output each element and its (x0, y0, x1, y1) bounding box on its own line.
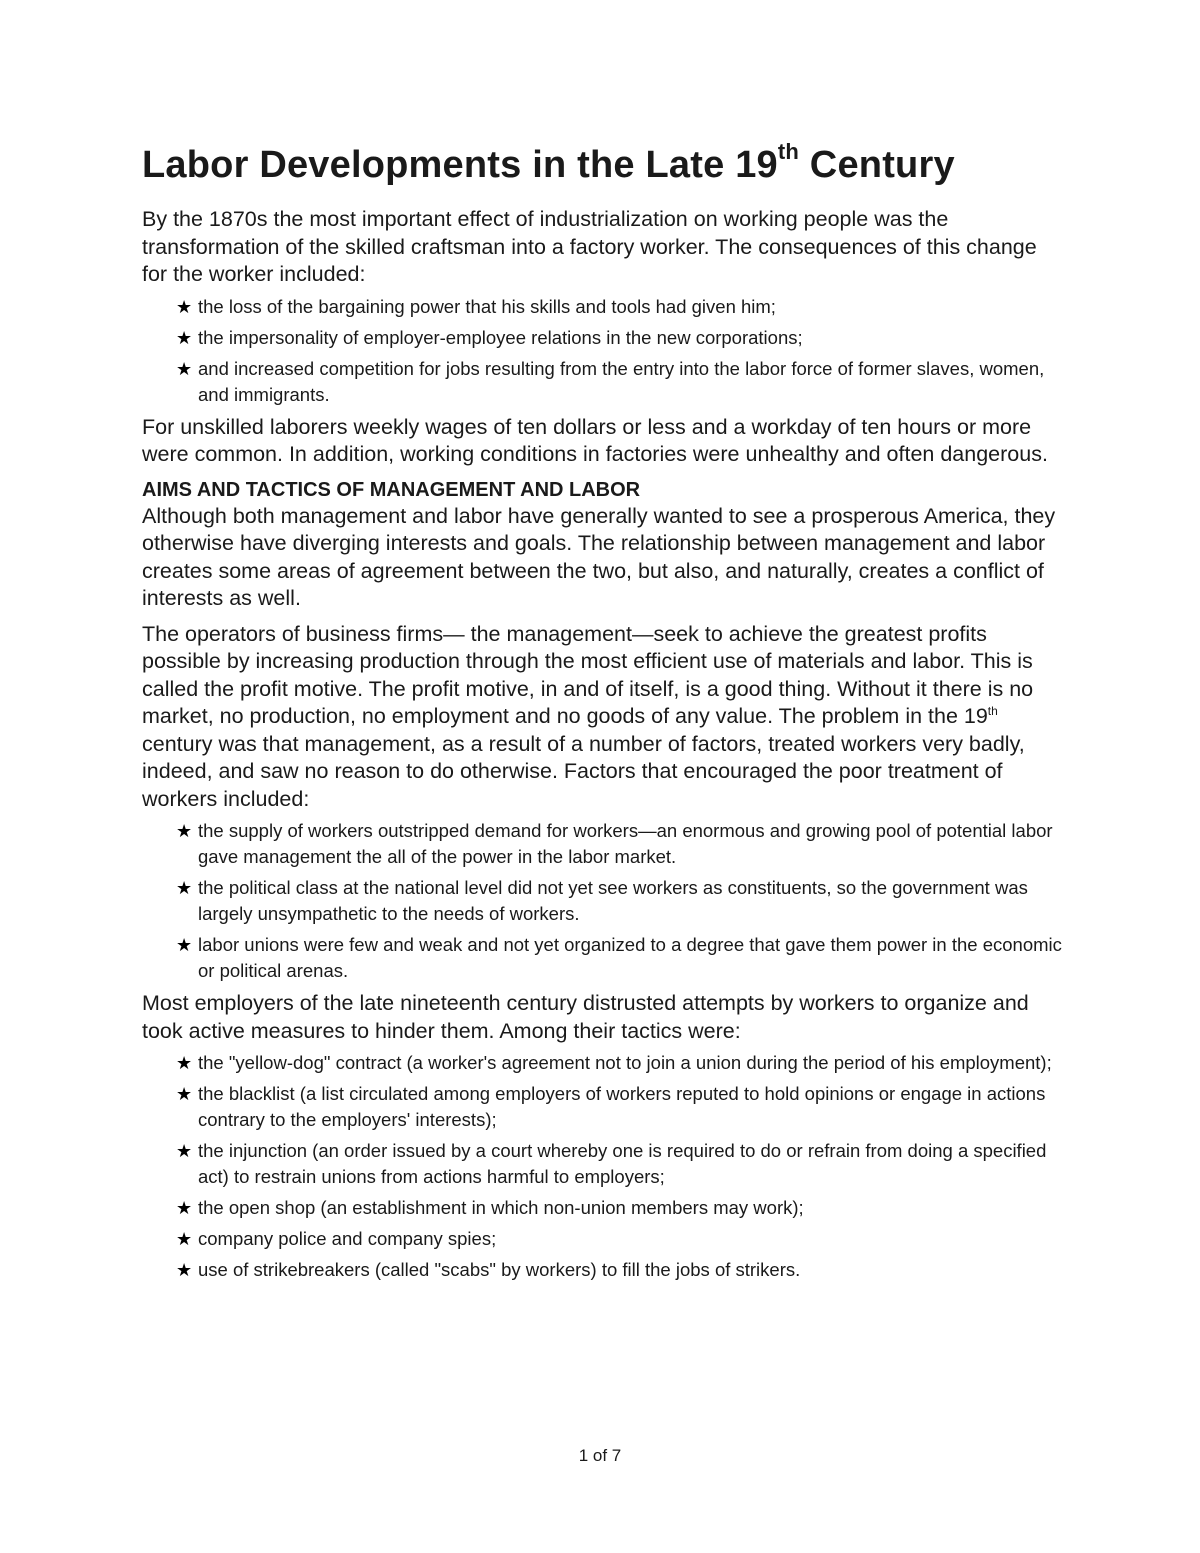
page-number: 1 of 7 (578, 1446, 622, 1465)
operators-paragraph: The operators of business firms— the management—seek to achieve the greatest profits possible by increasing production through the most efficient use of materials and labor. This is called the profit motive. The profit motive, in and of itself, is a good thing. Without it there is no market, no production, no employment and no goods of any value. The problem in the 19th century was that management, as a result of a number of factors, treated workers very badly, indeed, and saw no reason to do otherwise. Factors that encouraged the poor treatment of workers included: (142, 621, 1034, 811)
list-item: ★ and increased competition for jobs resulting from the entry into the labor force of former slaves, women, and immigrants. (176, 357, 1045, 405)
star-icon: ★ (176, 821, 193, 841)
unskilled-paragraph: For unskilled laborers weekly wages of ten dollars or less and a workday of ten hours or more were common. In addition, working conditions in factories were unhealthy and often dangerous. (142, 414, 1048, 466)
list-item: ★ the impersonality of employer-employee relations in the new corporations; (142, 325, 1062, 351)
list-item: ★ the injunction (an order issued by a court whereby one is required to do or refrain from doing a specified act) to restrain unions from actions harmful to employers; (176, 1140, 1047, 1187)
star-icon: ★ (176, 296, 193, 317)
list-item: ★ labor unions were few and weak and not yet organized to a degree that gave them power in the economic or political arenas. (176, 934, 1062, 981)
page-title: Labor Developments in the Late 19th Century (142, 139, 955, 186)
aims-paragraph: Although both management and labor have generally wanted to see a prosperous America, they otherwise have diverging interests and goals. The relationship between management and labor creates some areas of agreement between the two, but also, and naturally, creates a conflict of interests as well. (142, 503, 1056, 610)
star-icon: ★ (176, 878, 193, 898)
employers-paragraph: Most employers of the late nineteenth century distrusted attempts by workers to organize and took active measures to hinder them. Among their tactics were: (142, 991, 1029, 1043)
factors-list (142, 818, 1062, 984)
intro-paragraph: By the 1870s the most important effect of industrialization on working people was the transformation of the skilled craftsman into a factory worker. The consequences of this change for the worker included: (142, 207, 1037, 286)
tactics-list (142, 1050, 1062, 1283)
star-icon: ★ (176, 935, 193, 955)
list-item: ★ use of strikebreakers (called "scabs" by workers) to fill the jobs of strikers. (142, 1257, 1062, 1283)
list-item: ★ the political class at the national level did not yet see workers as constituents, so the government was largely unsympathetic to the needs of workers. (176, 877, 1028, 924)
document-page (142, 139, 1062, 1288)
star-icon: ★ (176, 1198, 193, 1218)
star-icon: ★ (176, 1260, 193, 1280)
section-heading: AIMS AND TACTICS OF MANAGEMENT AND LABOR (142, 478, 641, 501)
consequences-list (142, 294, 1062, 408)
star-icon: ★ (176, 1084, 193, 1104)
list-item: ★ company police and company spies; (142, 1226, 1062, 1252)
list-item: ★ the open shop (an establishment in which non-union members may work); (142, 1195, 1062, 1221)
star-icon: ★ (176, 1229, 193, 1249)
star-icon: ★ (176, 1141, 193, 1161)
star-icon: ★ (176, 327, 193, 348)
list-item: ★ the blacklist (a list circulated among employers of workers reputed to hold opinions or engage in actions contrary to the employers' interests); (176, 1083, 1046, 1130)
list-item: ★ the loss of the bargaining power that his skills and tools had given him; (142, 294, 1062, 320)
star-icon: ★ (176, 358, 193, 379)
list-item: ★ the supply of workers outstripped demand for workers—an enormous and growing pool of potential labor gave management the all of the power in the labor market. (176, 820, 1053, 867)
star-icon: ★ (176, 1053, 193, 1073)
list-item: ★ the "yellow-dog" contract (a worker's agreement not to join a union during the period of his employment); (142, 1050, 1062, 1076)
